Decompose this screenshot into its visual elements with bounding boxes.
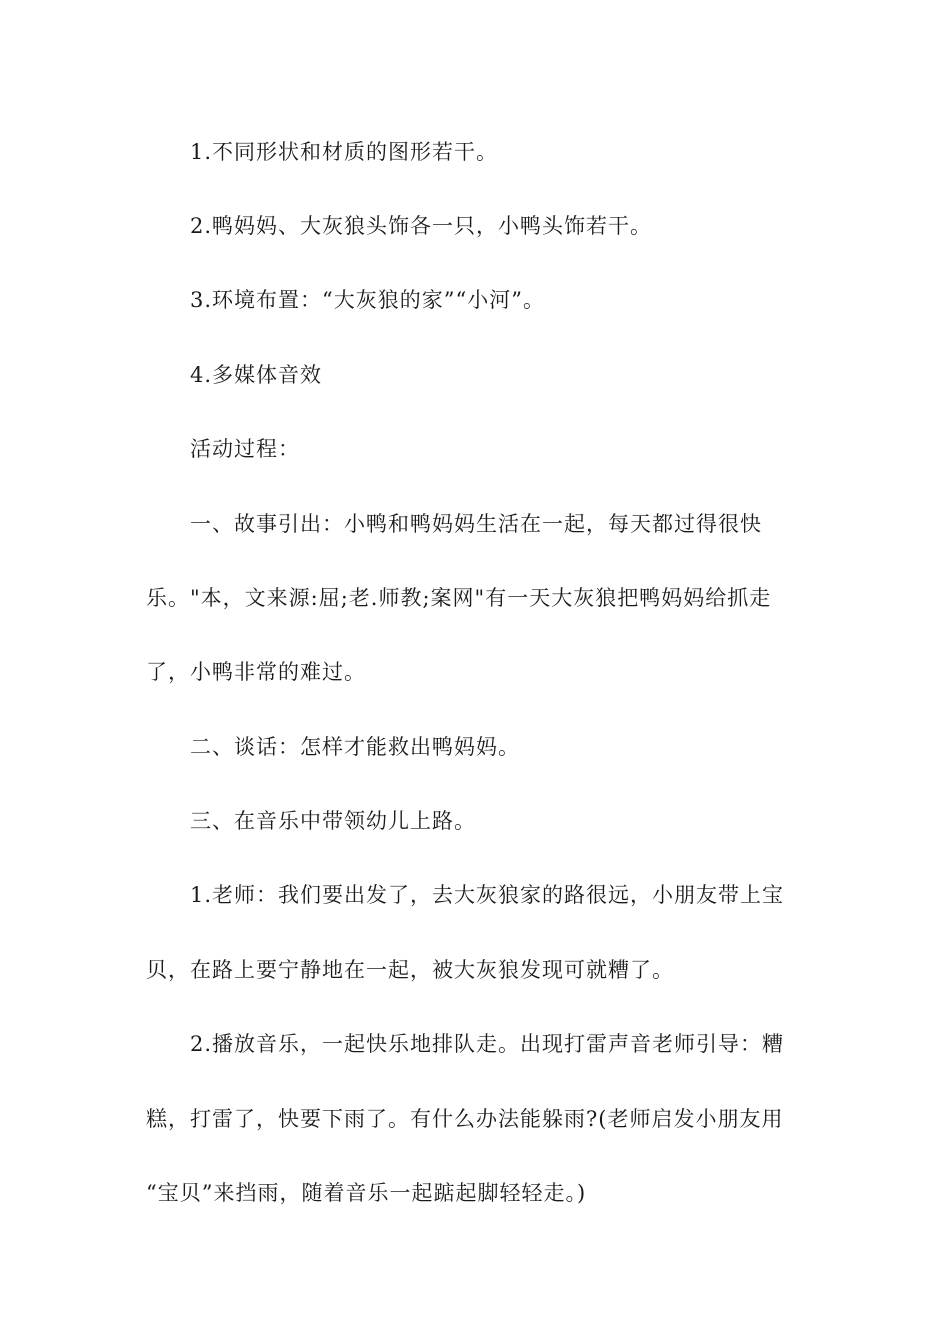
- paragraph-sub-1-line-1: 1.老师：我们要出发了，去大灰狼家的路很远，小朋友带上宝: [190, 883, 785, 907]
- material-item-4: 4.多媒体音效: [190, 363, 323, 387]
- paragraph-step-1-line-1: 一、故事引出：小鸭和鸭妈妈生活在一起，每天都过得很快: [190, 512, 762, 536]
- paragraph-step-1-line-2: 乐。"本，文来源:屈;老.师教;案网"有一天大灰狼把鸭妈妈给抓走: [146, 586, 772, 610]
- material-item-1: 1.不同形状和材质的图形若干。: [190, 140, 499, 164]
- section-heading-process: 活动过程：: [190, 437, 300, 461]
- paragraph-sub-2-line-3: “宝贝”来挡雨，随着音乐一起踮起脚轻轻走。): [146, 1181, 587, 1205]
- material-item-3: 3.环境布置：“大灰狼的家”“小河”。: [190, 288, 545, 312]
- paragraph-sub-2-line-1: 2.播放音乐，一起快乐地排队走。出现打雷声音老师引导：糟: [190, 1032, 785, 1056]
- paragraph-sub-2-line-2: 糕，打雷了，快要下雨了。有什么办法能躲雨?(老师启发小朋友用: [146, 1107, 784, 1131]
- paragraph-step-2: 二、谈话：怎样才能救出鸭妈妈。: [190, 735, 520, 759]
- material-item-2: 2.鸭妈妈、大灰狼头饰各一只，小鸭头饰若干。: [190, 214, 653, 238]
- paragraph-step-3: 三、在音乐中带领幼儿上路。: [190, 809, 476, 833]
- paragraph-sub-1-line-2: 贝，在路上要宁静地在一起，被大灰狼发现可就糟了。: [146, 958, 674, 982]
- paragraph-step-1-line-3: 了，小鸭非常的难过。: [146, 660, 366, 684]
